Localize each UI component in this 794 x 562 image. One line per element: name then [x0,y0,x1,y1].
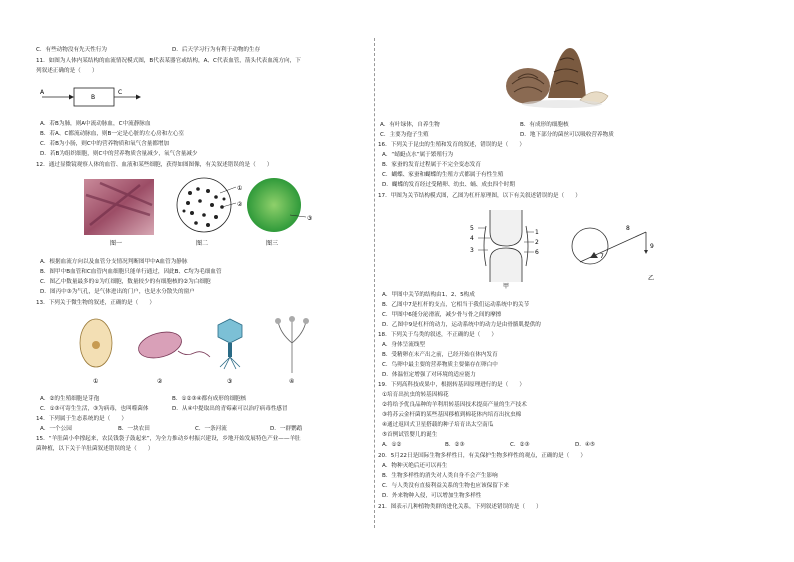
q17-option-a: A．甲图中关节的结构由1、2、5构成 [382,292,475,298]
q17-option-c: C．甲图中6能分泌滑液，减少骨与骨之间的摩擦 [382,312,502,318]
morel-shadow [522,100,602,108]
q16-stem: 16．下列关于昆虫的生殖和发育的叙述，错误的是（ ） [378,142,525,148]
q12-option-c: C．图乙中数量最多的①为红细胞，数量较少的有细胞核的②为白细胞 [40,279,211,285]
q20-option-d: D．外来物种入侵，可以增加生物多样性 [382,493,482,499]
q11-stem: 11．如图为人体内某结构的血流情况模式图，B代表某器官或结构，A、C代表血管，箭头代表血流方向，下 [36,58,301,64]
phage-tail [228,343,232,357]
q14-option-b: B．一块农田 [118,426,150,432]
q16-option-d: D．蝴蝶的发育经过受精卵、幼虫、蛹、成虫四个时期 [382,182,515,188]
joint-label-3: 3 [470,247,474,254]
phage-head [218,319,242,343]
microbe-num-3: ③ [227,378,233,385]
q15-option-c: C．主要为孢子生殖 [380,132,429,138]
q14-stem: 14．下列属于生态系统的是（ ） [36,416,128,422]
q18-option-d: D．体温恒定增强了对环境的适应能力 [382,372,476,378]
force-arrow [644,250,648,254]
q18-stem: 18．下列关于鸟类的叙述，不正确的是（ ） [378,332,497,338]
q13-stem: 13．下列关于微生物的叙述，正确的是（ ） [36,300,155,306]
q19-item-5: ⑤首例试管婴儿的诞生 [382,432,438,438]
q11-option-c: C．若B为小肠，则C中的营养物质和氧气含量都增加 [40,141,170,147]
q19-item-4: ④通过返回式卫星搭载的种子培育出太空南瓜 [382,422,494,428]
q11-flow-diagram [36,84,146,114]
caption-fig3: 图三 [266,240,279,247]
spore-cluster-3 [303,318,309,324]
q15-stem: 15．“羊肚菌小伞撑起来，农民钱袋子鼓起来”，为全力推动乡村振兴建设，乡地开始发展特色产业——羊肚 [36,436,301,442]
q14-option-c: C．一条河流 [195,426,227,432]
q10-option-d: D．后天学习行为有利于动物的生存 [172,47,261,53]
q18-option-c: C．鸟卵中最主要的营养物质主要储存在卵白中 [382,362,498,368]
caption-fig2: 图二 [196,240,209,247]
phage-fibers [220,357,240,369]
q19-option-a: A．①② [382,442,402,448]
bone-lower [490,248,522,282]
q11-option-a: A．若B为肺，则A中流动脉血，C中流静脉血 [40,121,151,127]
q15-option-b: B．有成形的细胞核 [520,122,569,128]
blood-vessel-image [84,179,154,235]
q13-option-a: A．②的生殖细胞是芽孢 [40,396,100,402]
q20-option-a: A．物种灭绝后还可以再生 [382,463,448,469]
morel-cap-left [506,68,550,104]
arrow-a [69,95,74,100]
marker-3: ③ [307,215,313,222]
joint-label-2: 2 [535,239,539,246]
microbe-num-2: ② [157,378,163,385]
spore-cluster-1 [275,318,281,324]
fulcrum [590,252,598,258]
q12-option-b: B．图甲中B血管和C血管内血细胞只能单行通过，因此B、C均为毛细血管 [40,269,222,275]
q19-item-1: ①培育出抗虫的转基因棉花 [382,392,449,398]
q11-option-d: D．若B为组织细胞，则C中的营养物质含量减少，氧气含量减少 [40,151,198,157]
q19-stem: 19．下列高科技成果中，根据转基因原理进行的是（ ） [378,382,525,388]
q12-option-a: A．根据血流方向以及血管分支情况判断图甲中A血管为静脉 [40,259,188,265]
morel-cap-center [548,48,586,98]
q13-microbes [60,313,320,391]
q18-option-b: B．受精卵在未产出之前，已经开始在体内发育 [382,352,498,358]
q20-stem: 20．5月22日是国际生物多样性日，有关保护生物多样性的观点，正确的是（ ） [378,453,586,459]
q13-option-d: D．从④中提取出的青霉素可以治疗病毒性感冒 [172,406,288,412]
caption-fig1: 图一 [110,240,123,247]
yeast-nucleus [92,341,100,349]
q12-micrographs [80,175,320,255]
bacterium [136,328,185,363]
label-b: B [91,94,96,101]
morel-mushroom-image [500,44,610,112]
lever-label-8: 8 [626,225,630,232]
q12-option-d: D．图丙中③为气孔，是气体进出的门户，也是水分散失的窗户 [40,289,195,295]
q14-option-a: A．一个公园 [40,426,72,432]
penicillium-stalks [278,321,306,373]
q12-stem: 12．通过显微镜观察人体的血管、血液和某些细胞，获得如图图像，有关叙述错误的是（ ） [36,162,273,168]
q18-option-a: A．身体呈流线型 [382,342,425,348]
q19-option-d: D．④⑤ [575,442,595,448]
joint-label-5: 5 [470,225,474,232]
lever-label-7: 7 [600,253,604,260]
q19-item-3: ③将苏云金杆菌的某些基因移植到棉花体内培育出抗虫棉 [382,412,522,418]
microbe-num-1: ① [93,378,99,385]
q16-option-c: C．蝴蝶、家蚕和蝴蝶的生殖方式都属于有性生殖 [382,172,504,178]
q14-option-d: D．一群鹦鹉 [270,426,303,432]
caption-yi: 乙 [648,275,655,282]
q20-option-b: B．生物多样性的消失对人类自身不会产生影响 [382,473,498,479]
q13-option-c: C．①③可寄生生活，③为病毒，也叫噬菌体 [40,406,149,412]
label-a: A [40,89,45,96]
lever-label-9: 9 [650,243,654,250]
leaf-epidermis-image [247,178,301,232]
joint-label-1: 1 [535,229,539,236]
q19-option-c: C．②③ [510,442,530,448]
marker-1: ① [237,185,243,192]
lever-bar [580,232,646,262]
label-c: C [118,89,123,96]
marker-2: ② [237,201,243,208]
caption-jia: 甲 [503,283,510,290]
q13-option-b: B．①②③④都有成形的细胞核 [172,396,247,402]
joint-label-4: 4 [470,235,474,242]
q11-option-b: B．若A、C都流动脉血，则B一定是心脏的左心房和左心室 [40,131,185,137]
column-divider [374,38,375,528]
blood-smear-image [177,178,231,232]
q15-option-a: A．有叶绿体，自养生物 [380,122,440,128]
q10-option-c: C．有些动物没有先天性行为 [36,47,108,53]
spore-cluster-2 [289,316,295,322]
microbe-num-4: ④ [289,378,295,385]
q20-option-c: C．与人类没有直接利益关系的生物也应该保留下来 [382,483,509,489]
q15-option-d: D．地下部分的菌丝可以吸收营养物质 [520,132,614,138]
q16-option-a: A．“蜻蜓点水”属于繁殖行为 [382,152,454,158]
flagellum [178,351,210,357]
q17-stem: 17．甲图为关节结构模式图，乙图为杠杆原理图，以下有关叙述错误的是（ ） [378,193,581,199]
q21-stem: 21．图表示几种植物类群的进化关系，下列叙述错误的是（ ） [378,504,542,510]
bone-upper [490,210,522,246]
q19-item-2: ②将给予优良品种的羊利用转基因技术提高产量的生产技术 [382,402,527,408]
joint-label-6: 6 [535,249,539,256]
q16-option-b: B．家蚕的发育过程属于不完全变态发育 [382,162,481,168]
q17-option-d: D．乙图中9是杠杆的动力，运动系统中的动力是由骨骼肌提供的 [382,322,541,328]
q17-joint-diagrams [470,206,660,290]
arrow-c [136,95,141,100]
q17-option-b: B．乙图中7是杠杆的支点，它相当于我们运动系统中的关节 [382,302,530,308]
q15-stem-2: 菌种植，以下关于羊肚菌叙述错误的是（ ） [36,446,154,452]
q11-stem-2: 列叙述正确的是（ ） [36,68,98,74]
q19-option-b: B．②③ [445,442,465,448]
